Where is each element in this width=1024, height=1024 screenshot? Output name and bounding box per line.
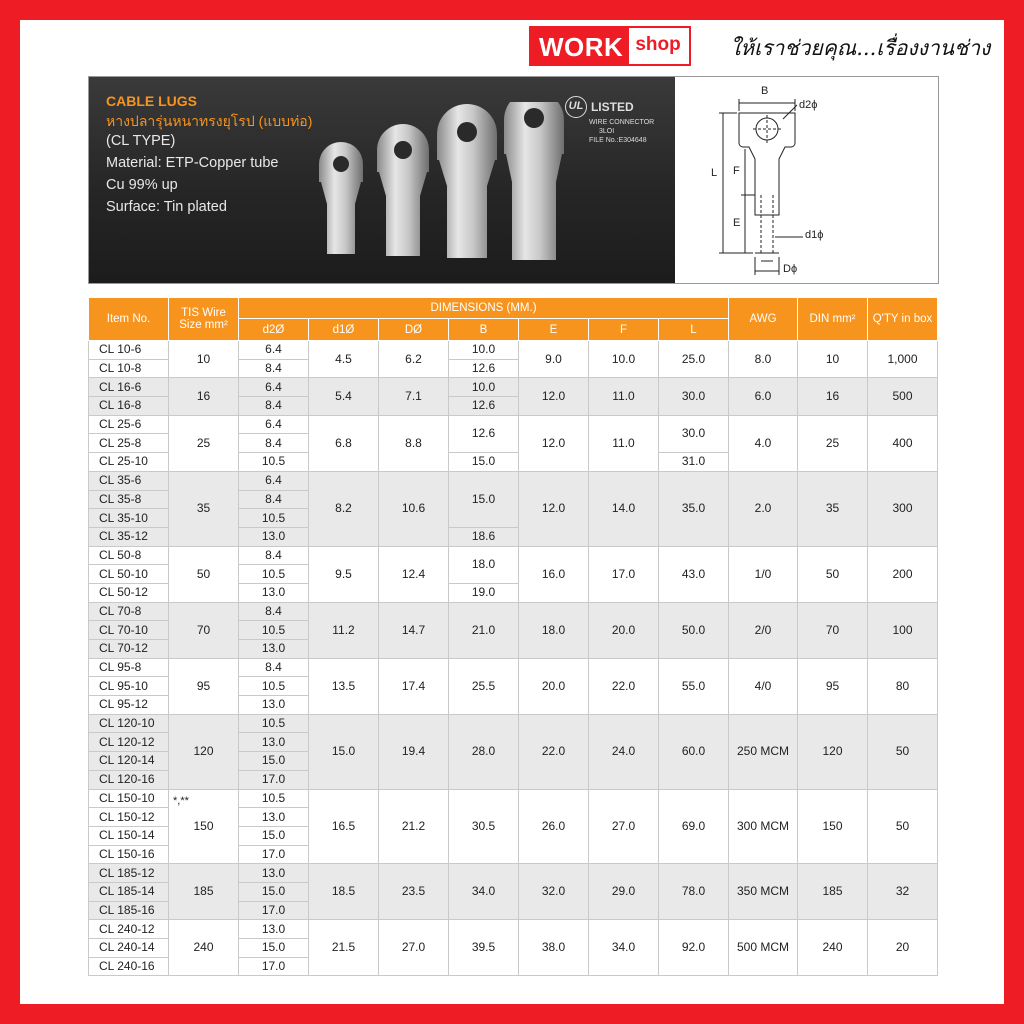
d2-cell: 10.5 [239,565,309,584]
label-E: E [733,217,741,229]
B-cell: 12.6 [449,397,519,416]
qty-cell: 400 [868,415,938,471]
D-cell: 14.7 [379,602,449,658]
F-cell: 34.0 [589,920,659,976]
E-cell: 12.0 [519,471,589,546]
L-cell: 43.0 [659,546,729,602]
L-cell: 35.0 [659,471,729,546]
logo-work-text: WORK [531,28,629,64]
d2-cell: 8.4 [239,490,309,509]
d2-cell: 8.4 [239,546,309,565]
F-cell: 24.0 [589,714,659,789]
F-cell: 27.0 [589,789,659,864]
d2-cell: 13.0 [239,920,309,939]
item-no-cell: CL 95-12 [89,696,169,715]
d2-cell: 8.4 [239,359,309,378]
header-E: E [519,319,589,341]
table-row [89,602,938,621]
D-cell: 12.4 [379,546,449,602]
L-cell: 55.0 [659,658,729,714]
table-row [89,789,938,808]
din-cell: 16 [798,378,868,415]
E-cell: 12.0 [519,415,589,471]
content-frame [20,20,1004,1004]
L-cell: 78.0 [659,864,729,920]
item-no-cell: CL 25-6 [89,415,169,434]
cable-lugs-spec-table [88,297,938,976]
d2-cell: 17.0 [239,901,309,920]
header-F: F [589,319,659,341]
d1-cell: 15.0 [309,714,379,789]
awg-cell: 6.0 [729,378,798,415]
lug-large [437,104,497,258]
d1-cell: 6.8 [309,415,379,471]
qty-cell: 32 [868,864,938,920]
header-L: L [659,319,729,341]
din-cell: 95 [798,658,868,714]
d2-cell: 15.0 [239,752,309,771]
dimension-diagram [675,77,938,283]
lug-xlarge [504,102,564,260]
item-no-cell: CL 150-10 [89,789,169,808]
label-d1: d1ϕ [805,229,824,241]
din-cell: 70 [798,602,868,658]
d2-cell: 13.0 [239,583,309,602]
F-cell: 14.0 [589,471,659,546]
B-cell: 30.5 [449,789,519,864]
d2-cell: 6.4 [239,471,309,490]
item-no-cell: CL 150-14 [89,826,169,845]
d2-cell: 10.5 [239,789,309,808]
D-cell: 17.4 [379,658,449,714]
banner-subtitle: หางปลารุ่นหนาทรงยุโรป (แบบท่อ) [106,113,313,129]
B-cell: 15.0 [449,453,519,472]
qty-cell: 20 [868,920,938,976]
tis-cell: 95 [169,658,239,714]
item-no-cell: CL 35-6 [89,471,169,490]
ul-listed-text: LISTED [590,99,634,114]
banner-material: Material: ETP-Copper tube [106,155,279,171]
item-no-cell: CL 150-16 [89,845,169,864]
qty-cell: 300 [868,471,938,546]
d2-cell: 13.0 [239,696,309,715]
table-row [89,415,938,434]
header-tis-wire-size: TIS Wire Size mm² [169,298,239,341]
label-D: Dϕ [783,263,798,275]
header-D: DØ [379,319,449,341]
d2-cell: 10.5 [239,509,309,528]
d2-cell: 6.4 [239,415,309,434]
awg-cell: 300 MCM [729,789,798,864]
F-cell: 20.0 [589,602,659,658]
awg-cell: 250 MCM [729,714,798,789]
d2-cell: 13.0 [239,733,309,752]
item-no-cell: CL 35-12 [89,527,169,546]
B-cell: 25.5 [449,658,519,714]
F-cell: 17.0 [589,546,659,602]
awg-cell: 4/0 [729,658,798,714]
ul-line1: WIRE CONNECTOR [589,119,655,126]
tis-cell: 16 [169,378,239,415]
E-cell: 22.0 [519,714,589,789]
awg-cell: 500 MCM [729,920,798,976]
D-cell: 7.1 [379,378,449,415]
F-cell: 11.0 [589,378,659,415]
label-F: F [733,165,740,177]
item-no-cell: CL 95-10 [89,677,169,696]
lug-medium [377,124,429,256]
qty-cell: 50 [868,789,938,864]
tis-cell: 25 [169,415,239,471]
tis-cell: 120 [169,714,239,789]
table-row [89,378,938,397]
header-awg: AWG [729,298,798,341]
item-no-cell: CL 25-8 [89,434,169,453]
d2-cell: 10.5 [239,621,309,640]
label-L: L [711,167,718,179]
item-no-cell: CL 35-8 [89,490,169,509]
d1-cell: 13.5 [309,658,379,714]
d2-cell: 13.0 [239,808,309,827]
item-no-cell: CL 240-12 [89,920,169,939]
din-cell: 185 [798,864,868,920]
item-no-cell: CL 50-10 [89,565,169,584]
tis-cell: 150 [169,789,239,864]
L-cell: 31.0 [659,453,729,472]
ul-line3: FILE No.:E304648 [589,137,647,144]
item-no-cell: CL 70-10 [89,621,169,640]
awg-cell: 2.0 [729,471,798,546]
item-no-cell: CL 10-6 [89,341,169,360]
E-cell: 18.0 [519,602,589,658]
table-row [89,864,938,883]
tis-cell: 240 [169,920,239,976]
B-cell: 10.0 [449,341,519,360]
D-cell: 10.6 [379,471,449,546]
L-cell: 50.0 [659,602,729,658]
item-no-cell: CL 16-6 [89,378,169,397]
d2-cell: 8.4 [239,397,309,416]
header-dimensions: DIMENSIONS (MM.) [239,298,729,319]
d1-cell: 11.2 [309,602,379,658]
F-cell: 10.0 [589,341,659,378]
E-cell: 20.0 [519,658,589,714]
banner-title: CABLE LUGS [106,93,197,109]
d2-cell: 10.5 [239,714,309,733]
F-cell: 11.0 [589,415,659,471]
item-no-cell: CL 240-16 [89,957,169,976]
B-cell: 39.5 [449,920,519,976]
din-cell: 10 [798,341,868,378]
qty-cell: 500 [868,378,938,415]
item-no-cell: CL 120-14 [89,752,169,771]
E-cell: 26.0 [519,789,589,864]
tis-cell: 35 [169,471,239,546]
E-cell: 9.0 [519,341,589,378]
D-cell: 23.5 [379,864,449,920]
d2-cell: 6.4 [239,341,309,360]
header-d2: d2Ø [239,319,309,341]
tis-cell: 50 [169,546,239,602]
d2-cell: 10.5 [239,677,309,696]
d2-cell: 15.0 [239,826,309,845]
L-cell: 92.0 [659,920,729,976]
din-cell: 120 [798,714,868,789]
L-cell: 30.0 [659,415,729,452]
item-no-cell: CL 120-10 [89,714,169,733]
B-cell: 12.6 [449,415,519,452]
d2-cell: 17.0 [239,957,309,976]
header-d1: d1Ø [309,319,379,341]
B-cell: 18.6 [449,527,519,546]
B-cell: 34.0 [449,864,519,920]
d1-cell: 18.5 [309,864,379,920]
d2-cell: 13.0 [239,527,309,546]
awg-cell: 8.0 [729,341,798,378]
E-cell: 38.0 [519,920,589,976]
item-no-cell: CL 16-8 [89,397,169,416]
d1-cell: 16.5 [309,789,379,864]
banner-surface: Surface: Tin plated [106,199,227,215]
workshop-logo [529,26,691,66]
B-cell: 18.0 [449,546,519,583]
qty-cell: 80 [868,658,938,714]
spec-table-body [89,341,938,976]
d2-cell: 6.4 [239,378,309,397]
item-no-cell: CL 25-10 [89,453,169,472]
d2-cell: 8.4 [239,658,309,677]
din-cell: 25 [798,415,868,471]
d2-cell: 15.0 [239,939,309,958]
E-cell: 16.0 [519,546,589,602]
item-no-cell: CL 240-14 [89,939,169,958]
D-cell: 6.2 [379,341,449,378]
E-cell: 12.0 [519,378,589,415]
item-no-cell: CL 70-8 [89,602,169,621]
din-cell: 240 [798,920,868,976]
d1-cell: 5.4 [309,378,379,415]
d1-cell: 21.5 [309,920,379,976]
din-cell: 150 [798,789,868,864]
header-item-no: Item No. [89,298,169,341]
E-cell: 32.0 [519,864,589,920]
L-cell: 25.0 [659,341,729,378]
D-cell: 27.0 [379,920,449,976]
B-cell: 10.0 [449,378,519,397]
tis-cell: 185 [169,864,239,920]
B-cell: 15.0 [449,471,519,527]
d2-cell: 15.0 [239,882,309,901]
item-no-cell: CL 50-8 [89,546,169,565]
item-no-cell: CL 150-12 [89,808,169,827]
D-cell: 8.8 [379,415,449,471]
tis-cell: 10 [169,341,239,378]
qty-cell: 50 [868,714,938,789]
item-no-cell: CL 120-16 [89,770,169,789]
awg-cell: 350 MCM [729,864,798,920]
cable-lugs-photo [309,102,569,277]
label-d2: d2ϕ [799,99,818,111]
ul-listed-mark [565,96,654,145]
B-cell: 28.0 [449,714,519,789]
F-cell: 29.0 [589,864,659,920]
tis-cell: 70 [169,602,239,658]
table-row [89,658,938,677]
B-cell: 19.0 [449,583,519,602]
ul-logo: UL [565,96,587,118]
product-banner [88,76,939,284]
item-no-cell: CL 50-12 [89,583,169,602]
qty-cell: 100 [868,602,938,658]
d2-cell: 8.4 [239,602,309,621]
qty-cell: 200 [868,546,938,602]
item-no-cell: CL 120-12 [89,733,169,752]
din-cell: 50 [798,546,868,602]
d2-cell: 8.4 [239,434,309,453]
table-row [89,546,938,565]
B-cell: 21.0 [449,602,519,658]
qty-cell: 1,000 [868,341,938,378]
lug-small [319,142,363,254]
item-no-cell: CL 185-12 [89,864,169,883]
d1-cell: 8.2 [309,471,379,546]
d2-cell: 13.0 [239,640,309,659]
item-no-cell: CL 35-10 [89,509,169,528]
header-qty: Q'TY in box [868,298,938,341]
awg-cell: 1/0 [729,546,798,602]
item-no-cell: CL 95-8 [89,658,169,677]
logo-shop-text: shop [635,34,681,55]
slogan: ให้เราช่วยคุณ...เรื่องงานช่าง [730,36,991,60]
d1-cell: 9.5 [309,546,379,602]
D-cell: 19.4 [379,714,449,789]
item-no-cell: CL 70-12 [89,640,169,659]
table-row [89,341,938,360]
B-cell: 12.6 [449,359,519,378]
banner-type: (CL TYPE) [106,133,176,149]
L-cell: 69.0 [659,789,729,864]
ul-line2: 3LOI [599,128,615,135]
d2-cell: 13.0 [239,864,309,883]
D-cell: 21.2 [379,789,449,864]
d2-cell: 17.0 [239,770,309,789]
item-no-cell: CL 185-14 [89,882,169,901]
table-footnote-mark: *,** [173,795,189,807]
header-din: DIN mm² [798,298,868,341]
din-cell: 35 [798,471,868,546]
table-row [89,714,938,733]
awg-cell: 2/0 [729,602,798,658]
d1-cell: 4.5 [309,341,379,378]
L-cell: 60.0 [659,714,729,789]
banner-photo-panel [89,77,675,283]
awg-cell: 4.0 [729,415,798,471]
item-no-cell: CL 10-8 [89,359,169,378]
d2-cell: 17.0 [239,845,309,864]
header-B: B [449,319,519,341]
table-row [89,471,938,490]
d2-cell: 10.5 [239,453,309,472]
table-row [89,920,938,939]
F-cell: 22.0 [589,658,659,714]
L-cell: 30.0 [659,378,729,415]
item-no-cell: CL 185-16 [89,901,169,920]
banner-copper: Cu 99% up [106,177,178,193]
label-B: B [761,85,769,97]
